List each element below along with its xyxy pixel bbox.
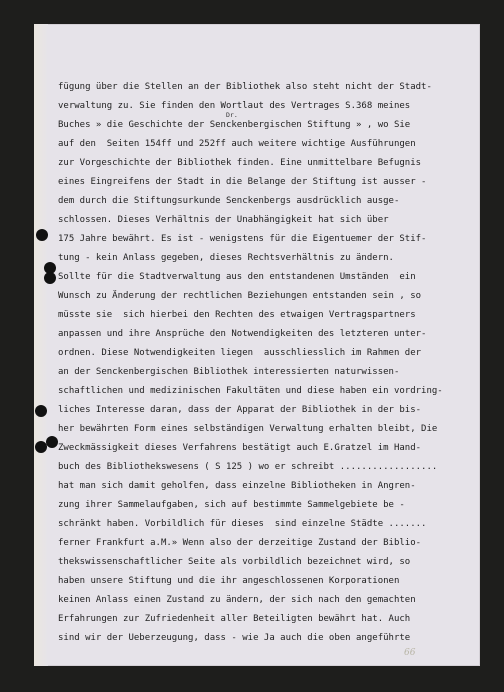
text-line: sind wir der Ueberzeugung, dass - wie Ja auch die oben angeführte [58, 633, 411, 643]
text-line: müsste sie sich hierbei den Rechten des etwaigen Vertragspartners [58, 310, 416, 320]
text-line: zung ihrer Sammelaufgaben, sich auf bestimmte Sammelgebiete be - [58, 500, 405, 510]
punch-hole [36, 229, 48, 241]
text-line: ferner Frankfurt a.M.» Wenn also der derzeitige Zustand der Biblio- [58, 538, 422, 548]
text-line: verwaltung zu. Sie finden den Wortlaut des Vertrages S.368 meines [58, 101, 411, 111]
text-line: Buches » die Geschichte der Senckenbergischen Stiftung » , wo Sie [58, 120, 411, 130]
text-line: Wunsch zu Änderung der rechtlichen Beziehungen entstanden sein , so [58, 291, 422, 301]
page-left-edge [34, 24, 48, 666]
text-line: hat man sich damit geholfen, dass einzelne Bibliotheken in Angren- [58, 481, 416, 491]
text-line: an der Senckenbergischen Bibliothek interessierten naturwissen- [58, 367, 400, 377]
text-line: Sollte für die Stadtverwaltung aus den entstandenen Umständen ein [58, 272, 416, 282]
punch-hole [44, 272, 56, 284]
text-line: zur Vorgeschichte der Bibliothek finden. Eine unmittelbare Befugnis [58, 158, 422, 168]
text-line: liches Interesse daran, dass der Apparat der Bibliothek in der bis- [58, 405, 422, 415]
text-line: buch des Bibliothekswesens ( S 125 ) wo er schreibt .................. [58, 462, 438, 472]
text-line: 175 Jahre bewährt. Es ist - wenigstens für die Eigentuemer der Stif- [58, 234, 427, 244]
text-line: schränkt haben. Vorbildlich für dieses sind einzelne Städte ....... [58, 519, 427, 529]
punch-hole [35, 405, 47, 417]
page-number-mark: 66 [404, 648, 416, 658]
punch-hole [46, 436, 58, 448]
text-line: tung - kein Anlass gegeben, dieses Rechtsverhältnis zu ändern. [58, 253, 394, 263]
text-line: auf den Seiten 154ff und 252ff auch weitere wichtige Ausführungen [58, 139, 416, 149]
text-line: Erfahrungen zur Zufriedenheit aller Beteiligten bewährt hat. Auch [58, 614, 411, 624]
text-line: dem durch die Stiftungsurkunde Senckenbergs ausdrücklich ausge- [58, 196, 400, 206]
text-line: anpassen und ihre Ansprüche den Notwendigkeiten des letzteren unter- [58, 329, 427, 339]
text-line: schaftlichen und medizinischen Fakultäten und diese haben ein vordring- [58, 386, 443, 396]
handwritten-insertion: Dr. [226, 111, 238, 119]
text-line: keinen Anlass einen Zustand zu ändern, der sich nach den gemachten [58, 595, 416, 605]
punch-hole [35, 441, 47, 453]
text-line: fügung über die Stellen an der Bibliothek also steht nicht der Stadt- [58, 82, 432, 92]
text-line: ordnen. Diese Notwendigkeiten liegen ausschliesslich im Rahmen der [58, 348, 422, 358]
text-line: eines Eingreifens der Stadt in die Belange der Stiftung ist ausser - [58, 177, 427, 187]
text-line: schlossen. Dieses Verhältnis der Unabhängigkeit hat sich über [58, 215, 389, 225]
text-line: her bewährten Form eines selbständigen Verwaltung erhalten bleibt, Die [58, 424, 438, 434]
text-line: Zweckmässigkeit dieses Verfahrens bestätigt auch E.Gratzel im Hand- [58, 443, 422, 453]
text-line: haben unsere Stiftung und die ihr angeschlossenen Korporationen [58, 576, 400, 586]
text-line: thekswissenschaftlicher Seite als vorbildlich bezeichnet wird, so [58, 557, 411, 567]
